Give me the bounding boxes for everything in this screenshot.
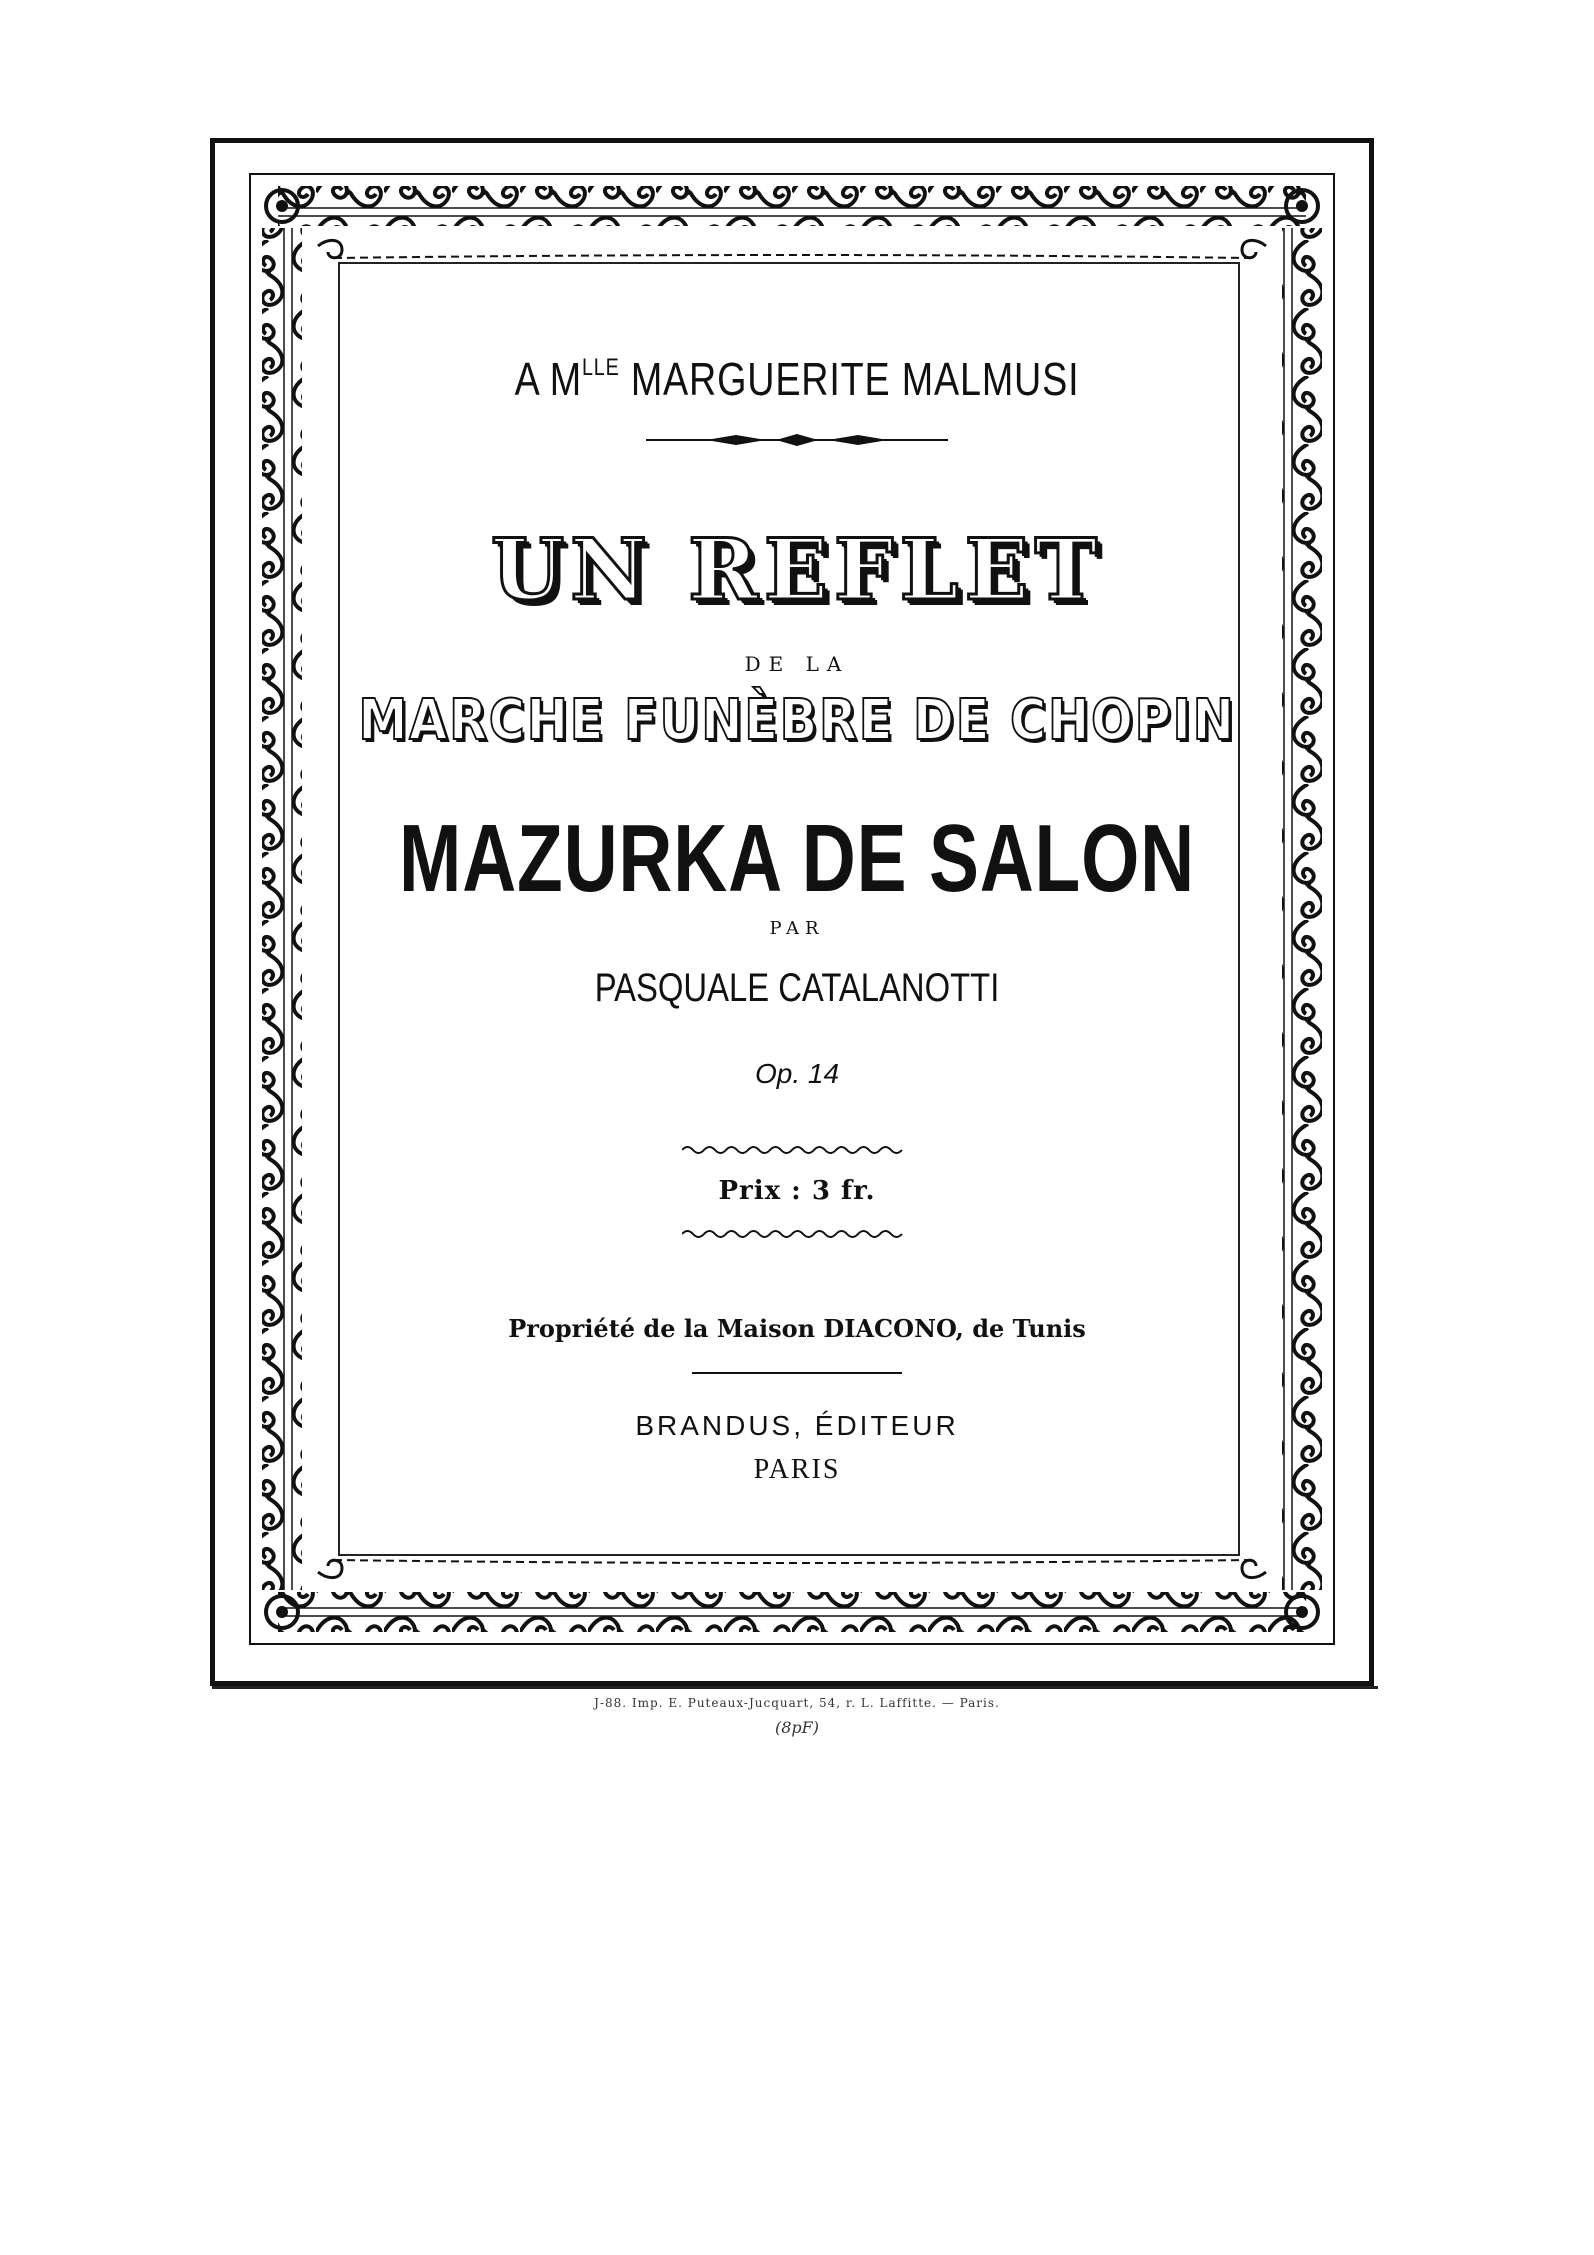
plain-divider (692, 1372, 902, 1374)
title-main: UN REFLET (490, 520, 1104, 619)
property-notice: Propriété de la Maison DIACONO, de Tunis (508, 1314, 1086, 1343)
by-label: PAR (769, 918, 825, 939)
dedication-prefix: A M (514, 353, 583, 405)
ornamental-divider (646, 432, 948, 448)
dedicatee-name: MARGUERITE MALMUSI (619, 353, 1080, 405)
publisher-name: BRANDUS, ÉDITEUR (635, 1410, 959, 1441)
wavy-divider-top (682, 1144, 904, 1156)
title-connector: DE LA (744, 652, 850, 676)
wavy-divider-bottom (682, 1228, 904, 1240)
price: Prix : 3 fr. (718, 1176, 876, 1206)
title-march: MARCHE FUNÈBRE DE CHOPIN (358, 688, 1236, 753)
printer-line: J-88. Imp. E. Puteaux-Jucquart, 54, r. L. Laffitte. — Paris. (594, 1696, 1000, 1710)
shelfmark: (8pF) (774, 1718, 819, 1737)
dedication (143, 352, 1450, 406)
dedication-title-abbrev: LLE (582, 354, 620, 381)
frame-shadow (212, 1686, 1378, 1689)
title-mazurka: MAZURKA DE SALON (399, 805, 1195, 912)
publisher-city: PARIS (753, 1454, 841, 1485)
composer-name: PASQUALE CATALANOTTI (594, 966, 1000, 1010)
opus-number: Op. 14 (754, 1058, 840, 1089)
